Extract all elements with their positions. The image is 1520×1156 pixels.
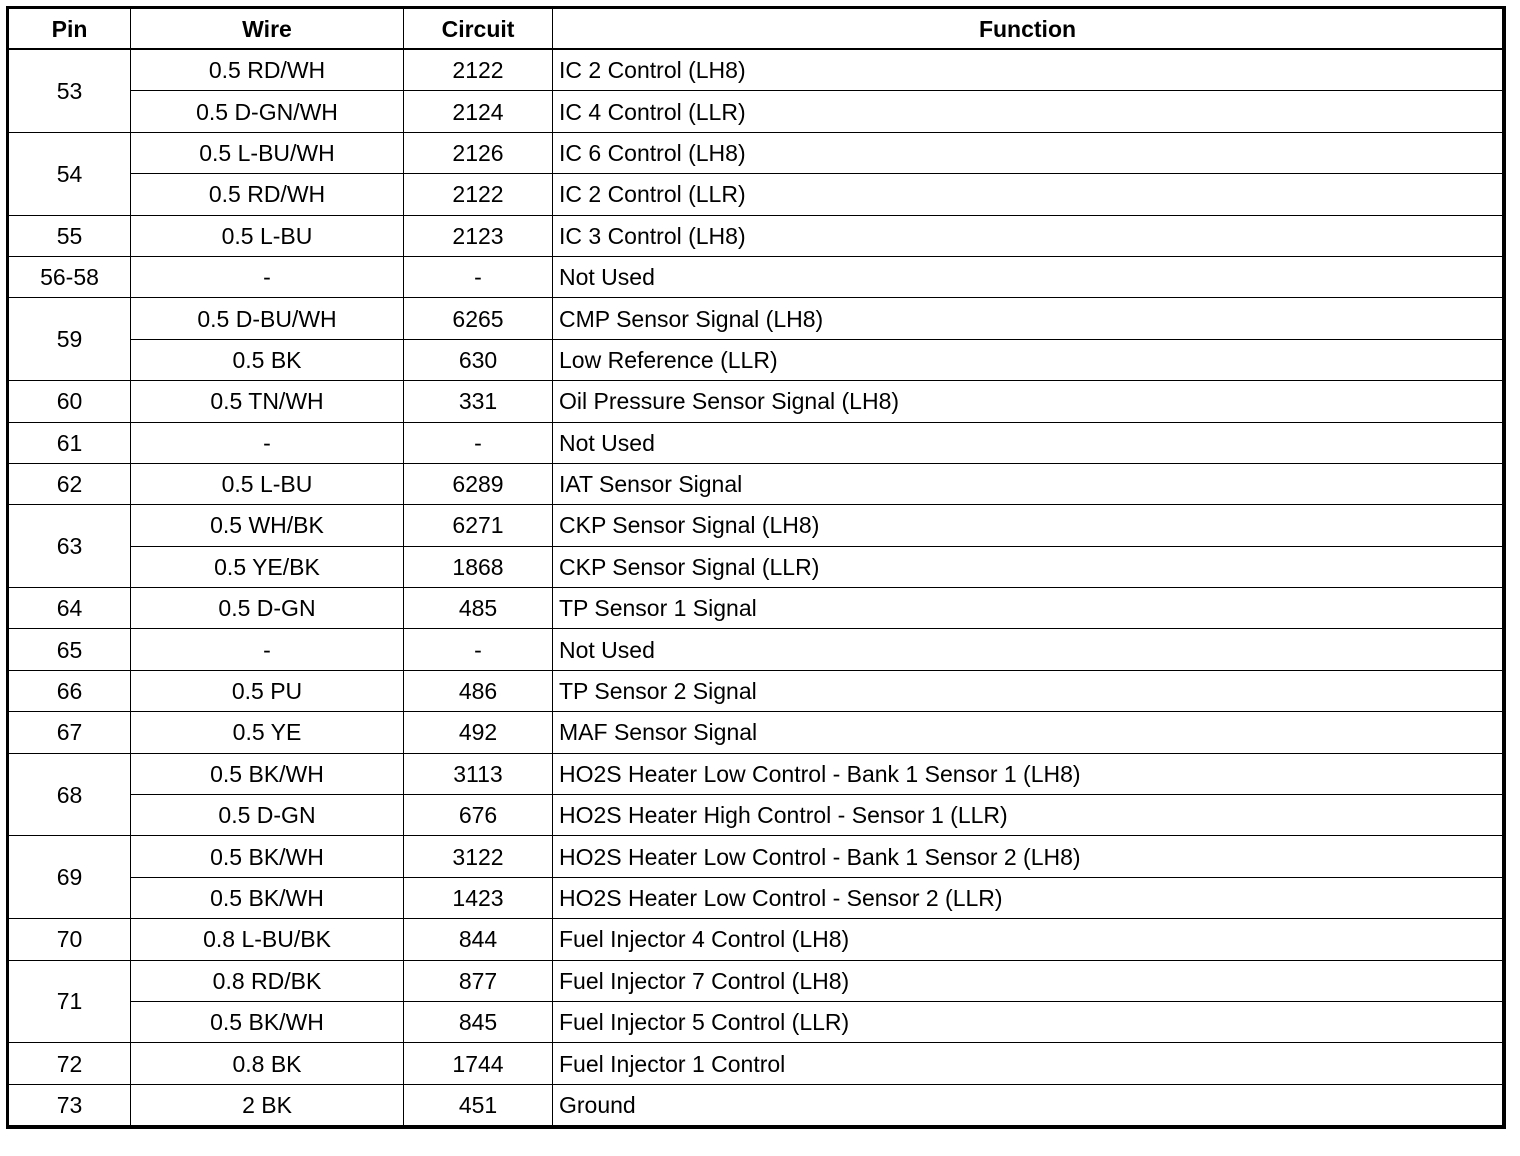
wire-cell: 0.5 D-GN [131, 795, 404, 836]
circuit-cell: 492 [404, 712, 553, 753]
circuit-cell: 676 [404, 795, 553, 836]
function-cell: HO2S Heater Low Control - Sensor 2 (LLR) [553, 877, 1505, 918]
pin-cell: 61 [8, 422, 131, 463]
circuit-cell: 6271 [404, 505, 553, 546]
wire-cell: 0.5 PU [131, 670, 404, 711]
wire-cell: 0.5 RD/WH [131, 49, 404, 91]
wire-cell: 0.8 L-BU/BK [131, 919, 404, 960]
circuit-cell: 6265 [404, 298, 553, 339]
pin-cell: 54 [8, 132, 131, 215]
wire-cell: 0.5 YE/BK [131, 546, 404, 587]
pin-cell: 72 [8, 1043, 131, 1084]
function-cell: MAF Sensor Signal [553, 712, 1505, 753]
wire-cell: 0.5 L-BU/WH [131, 132, 404, 173]
circuit-cell: 3113 [404, 753, 553, 794]
table-row [8, 132, 1505, 173]
pin-cell: 56-58 [8, 256, 131, 297]
function-cell: Fuel Injector 1 Control [553, 1043, 1505, 1084]
table-body [8, 49, 1505, 1127]
function-cell: IC 3 Control (LH8) [553, 215, 1505, 256]
pin-cell: 64 [8, 588, 131, 629]
pin-cell: 59 [8, 298, 131, 381]
wire-cell: - [131, 629, 404, 670]
header-row [8, 8, 1505, 50]
table-row [8, 422, 1505, 463]
wire-cell: 0.5 D-GN/WH [131, 91, 404, 132]
function-cell: HO2S Heater High Control - Sensor 1 (LLR) [553, 795, 1505, 836]
wire-cell: 0.5 BK/WH [131, 877, 404, 918]
circuit-cell: 2122 [404, 174, 553, 215]
table-row [8, 256, 1505, 297]
table-row [8, 795, 1505, 836]
column-header-circuit: Circuit [404, 8, 553, 50]
pin-cell: 60 [8, 381, 131, 422]
table-row [8, 836, 1505, 877]
table-row [8, 1043, 1505, 1084]
circuit-cell: 2126 [404, 132, 553, 173]
pin-cell: 73 [8, 1084, 131, 1127]
table-row [8, 1084, 1505, 1127]
circuit-cell: 6289 [404, 463, 553, 504]
function-cell: IAT Sensor Signal [553, 463, 1505, 504]
circuit-cell: - [404, 256, 553, 297]
circuit-cell: 2123 [404, 215, 553, 256]
pin-cell: 68 [8, 753, 131, 836]
circuit-cell: 486 [404, 670, 553, 711]
table-row [8, 712, 1505, 753]
pin-cell: 63 [8, 505, 131, 588]
column-header-wire: Wire [131, 8, 404, 50]
function-cell: Fuel Injector 5 Control (LLR) [553, 1001, 1505, 1042]
circuit-cell: 451 [404, 1084, 553, 1127]
wire-cell: 0.5 TN/WH [131, 381, 404, 422]
table-row [8, 215, 1505, 256]
table-row [8, 588, 1505, 629]
pin-cell: 69 [8, 836, 131, 919]
table-row [8, 463, 1505, 504]
table-row [8, 91, 1505, 132]
circuit-cell: 630 [404, 339, 553, 380]
function-cell: IC 4 Control (LLR) [553, 91, 1505, 132]
wire-cell: 0.8 RD/BK [131, 960, 404, 1001]
circuit-cell: 485 [404, 588, 553, 629]
pin-cell: 65 [8, 629, 131, 670]
function-cell: CKP Sensor Signal (LLR) [553, 546, 1505, 587]
column-header-pin: Pin [8, 8, 131, 50]
circuit-cell: 331 [404, 381, 553, 422]
wire-cell: - [131, 422, 404, 463]
function-cell: IC 6 Control (LH8) [553, 132, 1505, 173]
function-cell: Not Used [553, 256, 1505, 297]
wire-cell: 0.5 L-BU [131, 215, 404, 256]
circuit-cell: 1744 [404, 1043, 553, 1084]
wire-cell: 0.5 WH/BK [131, 505, 404, 546]
wire-cell: 0.5 BK/WH [131, 836, 404, 877]
table-row [8, 381, 1505, 422]
function-cell: Not Used [553, 629, 1505, 670]
column-header-function: Function [553, 8, 1505, 50]
pin-cell: 62 [8, 463, 131, 504]
wire-cell: 0.5 D-BU/WH [131, 298, 404, 339]
pin-cell: 66 [8, 670, 131, 711]
function-cell: Not Used [553, 422, 1505, 463]
table-row [8, 339, 1505, 380]
table-row [8, 629, 1505, 670]
wire-cell: 0.5 L-BU [131, 463, 404, 504]
pin-cell: 53 [8, 49, 131, 132]
circuit-cell: 2122 [404, 49, 553, 91]
wire-cell: 2 BK [131, 1084, 404, 1127]
function-cell: TP Sensor 2 Signal [553, 670, 1505, 711]
function-cell: Fuel Injector 7 Control (LH8) [553, 960, 1505, 1001]
table-row [8, 174, 1505, 215]
wire-cell: 0.8 BK [131, 1043, 404, 1084]
circuit-cell: - [404, 629, 553, 670]
wire-cell: 0.5 BK/WH [131, 753, 404, 794]
pin-cell: 67 [8, 712, 131, 753]
table-row [8, 298, 1505, 339]
function-cell: HO2S Heater Low Control - Bank 1 Sensor 1 (LH8) [553, 753, 1505, 794]
connector-pinout-table [6, 6, 1506, 1129]
table-row [8, 670, 1505, 711]
wire-cell: 0.5 YE [131, 712, 404, 753]
table-row [8, 919, 1505, 960]
table-row [8, 960, 1505, 1001]
circuit-cell: 1423 [404, 877, 553, 918]
function-cell: Oil Pressure Sensor Signal (LH8) [553, 381, 1505, 422]
pin-cell: 71 [8, 960, 131, 1043]
wire-cell: 0.5 D-GN [131, 588, 404, 629]
wire-cell: 0.5 BK [131, 339, 404, 380]
pin-cell: 55 [8, 215, 131, 256]
wire-cell: - [131, 256, 404, 297]
function-cell: CMP Sensor Signal (LH8) [553, 298, 1505, 339]
function-cell: TP Sensor 1 Signal [553, 588, 1505, 629]
circuit-cell: 844 [404, 919, 553, 960]
circuit-cell: 877 [404, 960, 553, 1001]
function-cell: Ground [553, 1084, 1505, 1127]
function-cell: IC 2 Control (LH8) [553, 49, 1505, 91]
function-cell: CKP Sensor Signal (LH8) [553, 505, 1505, 546]
function-cell: Low Reference (LLR) [553, 339, 1505, 380]
table-row [8, 49, 1505, 91]
function-cell: HO2S Heater Low Control - Bank 1 Sensor 2 (LH8) [553, 836, 1505, 877]
circuit-cell: 3122 [404, 836, 553, 877]
table-row [8, 505, 1505, 546]
wire-cell: 0.5 BK/WH [131, 1001, 404, 1042]
table-header [8, 8, 1505, 50]
circuit-cell: 2124 [404, 91, 553, 132]
circuit-cell: 1868 [404, 546, 553, 587]
pin-cell: 70 [8, 919, 131, 960]
table-row [8, 877, 1505, 918]
table-row [8, 1001, 1505, 1042]
function-cell: IC 2 Control (LLR) [553, 174, 1505, 215]
wire-cell: 0.5 RD/WH [131, 174, 404, 215]
function-cell: Fuel Injector 4 Control (LH8) [553, 919, 1505, 960]
circuit-cell: 845 [404, 1001, 553, 1042]
circuit-cell: - [404, 422, 553, 463]
table-row [8, 546, 1505, 587]
table-row [8, 753, 1505, 794]
